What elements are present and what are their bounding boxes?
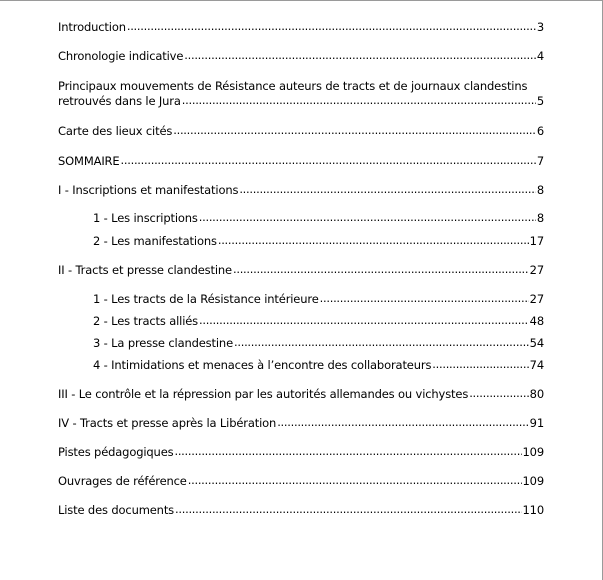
toc-entry-page: 109: [522, 474, 544, 488]
toc-entry-title: Chronologie indicative: [58, 49, 184, 63]
toc-dot-leader: [175, 502, 521, 516]
toc-dot-leader: [127, 19, 536, 33]
toc-entry-page: 91: [529, 416, 544, 430]
toc-entry-title: I - Inscriptions et manifestations: [58, 183, 239, 197]
toc-entry-title: 1 - Les tracts de la Résistance intérieure: [93, 292, 319, 306]
toc-entry-page: 80: [529, 387, 544, 401]
toc-entry-title: 4 - Intimidations et menaces à l’encontre des collaborateurs: [93, 358, 432, 372]
toc-entry-title: 2 - Les manifestations: [93, 234, 217, 248]
toc-dot-leader: [277, 415, 528, 429]
toc-dot-leader: [184, 48, 536, 62]
toc-dot-leader: [182, 93, 536, 107]
toc-entry-title: Liste des documents: [58, 503, 175, 517]
toc-entry-carte: [58, 124, 544, 138]
toc-entry-apres-liberation: [58, 416, 544, 430]
toc-entry-page: 8: [536, 211, 544, 225]
toc-entry-page: 17: [529, 234, 544, 248]
toc-dot-leader: [234, 335, 529, 349]
toc-dot-leader: [174, 444, 521, 458]
toc-dot-leader: [432, 357, 528, 371]
toc-entry-ouvrages-reference: [58, 474, 544, 488]
toc-entry-title: retrouvés dans le Jura: [58, 94, 181, 108]
toc-entry-page: 7: [536, 154, 544, 168]
toc-entry-controle-repression: [58, 387, 544, 401]
toc-dot-leader: [239, 182, 536, 196]
toc-entry-page: 27: [529, 292, 544, 306]
toc-entry-title: II - Tracts et presse clandestine: [58, 263, 232, 277]
toc-dot-leader: [121, 153, 536, 167]
toc-dot-leader: [199, 313, 529, 327]
toc-dot-leader: [320, 291, 529, 305]
toc-entry-page: 74: [529, 358, 544, 372]
toc-entry-title: Ouvrages de référence: [58, 474, 187, 488]
toc-entry-tracts-resistance: [93, 292, 544, 306]
toc-entry-title: IV - Tracts et presse après la Libération: [58, 416, 277, 430]
toc-entry-mouvements: [58, 94, 544, 108]
toc-dot-leader: [188, 473, 522, 487]
toc-entry-page: 48: [529, 314, 544, 328]
toc-entry-title-line1: Principaux mouvements de Résistance auteurs de tracts et de journaux clandestins: [58, 79, 528, 93]
toc-entry-title: SOMMAIRE: [58, 154, 120, 168]
toc-entry-sommaire: [58, 154, 544, 168]
toc-entry-page: 5: [536, 94, 544, 108]
toc-entry-inscriptions-manifestations: [58, 183, 544, 197]
toc-entry-page: 27: [529, 263, 544, 277]
toc-entry-title: III - Le contrôle et la répression par les autorités allemandes ou vichystes: [58, 387, 469, 401]
toc-dot-leader: [173, 123, 536, 137]
toc-entry-title: 2 - Les tracts alliés: [93, 314, 199, 328]
toc-entry-title: Pistes pédagogiques: [58, 445, 174, 459]
toc-entry-chronologie: [58, 49, 544, 63]
toc-entry-title: 3 - La presse clandestine: [93, 336, 233, 350]
toc-entry-page: 110: [522, 503, 544, 517]
toc-entry-liste-documents: [58, 503, 544, 517]
toc-entry-page: 3: [536, 20, 544, 34]
toc-entry-title: 1 - Les inscriptions: [93, 211, 198, 225]
toc-entry-page: 4: [536, 49, 544, 63]
toc-entry-tracts-presse: [58, 263, 544, 277]
toc-dot-leader: [233, 262, 529, 276]
toc-entry-title: Carte des lieux cités: [58, 124, 173, 138]
toc-entry-les-inscriptions: [93, 211, 544, 225]
toc-entry-intimidations: [93, 358, 544, 372]
toc-entry-page: 6: [536, 124, 544, 138]
page-border-top: [0, 0, 603, 1]
toc-dot-leader: [199, 210, 536, 224]
toc-entry-page: 8: [536, 183, 544, 197]
toc-entry-tracts-allies: [93, 314, 544, 328]
toc-entry-les-manifestations: [93, 234, 544, 248]
toc-entry-title: Introduction: [58, 20, 126, 34]
toc-entry-introduction: [58, 20, 544, 34]
toc-dot-leader: [218, 233, 529, 247]
toc-entry-pistes-pedagogiques: [58, 445, 544, 459]
toc-dot-leader: [469, 386, 528, 400]
toc-entry-page: 54: [529, 336, 544, 350]
toc-entry-presse-clandestine: [93, 336, 544, 350]
toc-entry-page: 109: [522, 445, 544, 459]
